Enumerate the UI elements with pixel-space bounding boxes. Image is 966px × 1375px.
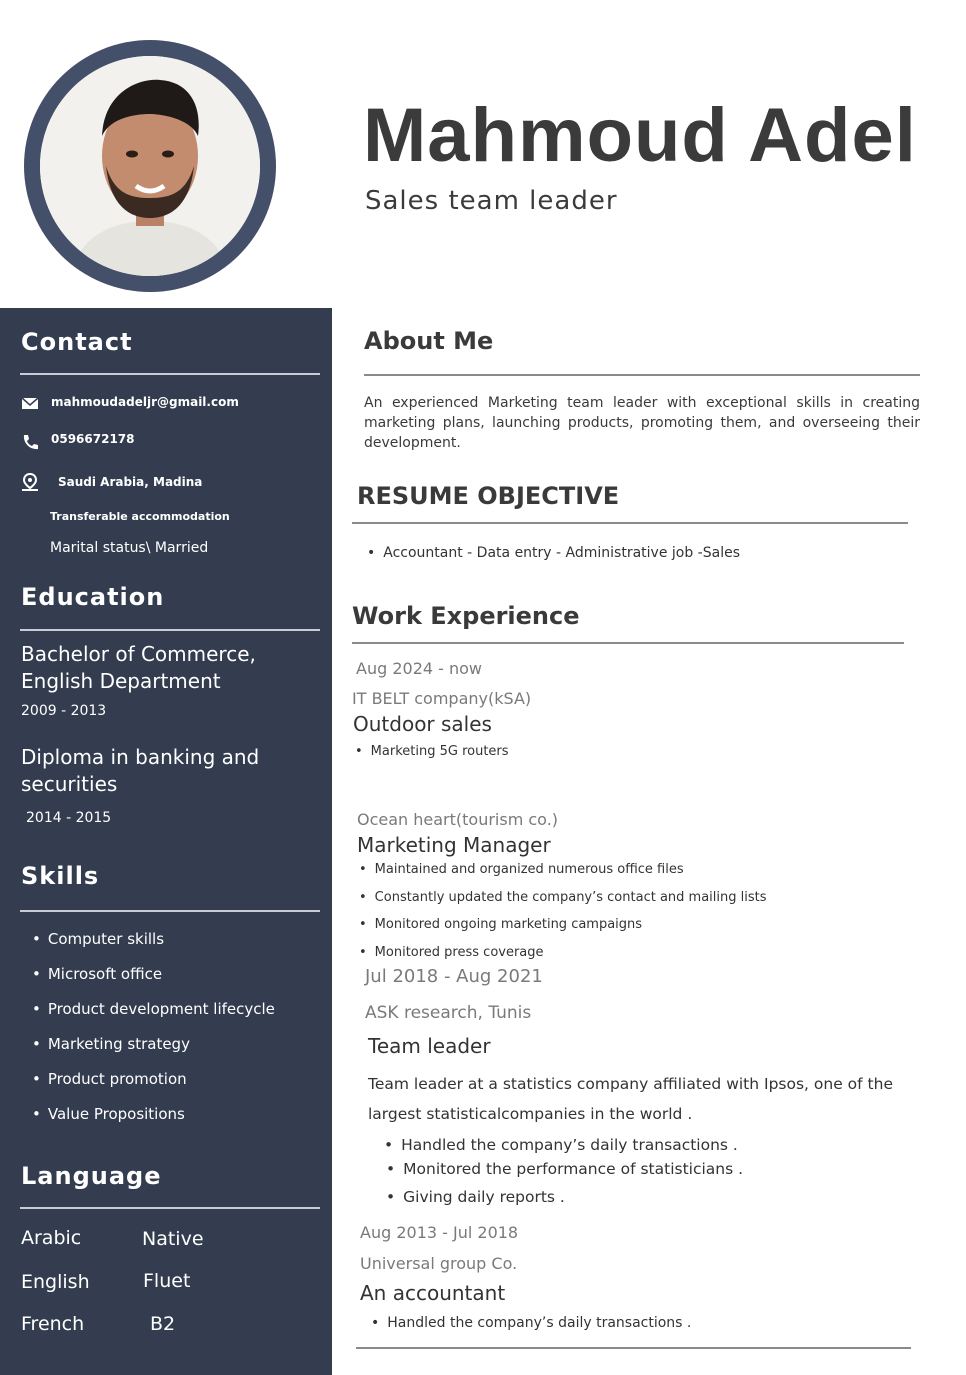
education-years: 2009 - 2013 — [21, 703, 107, 719]
education-years: 2014 - 2015 — [26, 810, 112, 826]
language-name: Arabic — [21, 1227, 82, 1249]
language-level: Native — [142, 1228, 204, 1250]
language-name: French — [21, 1313, 85, 1335]
work-heading: Work Experience — [352, 602, 580, 630]
skill-item: • Microsoft office — [32, 965, 162, 983]
job-bullet: • Maintained and organized numerous office files — [359, 862, 684, 877]
sidebar — [0, 308, 332, 1375]
job-bullet: • Monitored ongoing marketing campaigns — [359, 917, 642, 932]
skills-heading: Skills — [21, 862, 100, 890]
job-bullet: • Monitored press coverage — [359, 945, 544, 960]
job-company: ASK research, Tunis — [365, 1003, 532, 1023]
job-bullet: • Handled the company’s daily transactions . — [371, 1315, 691, 1331]
about-heading: About Me — [364, 327, 494, 355]
email-text[interactable]: mahmoudadeljr@gmail.com — [51, 395, 239, 409]
job-bullet: • Marketing 5G routers — [355, 744, 509, 759]
education-degree: Diploma in banking and securities — [21, 745, 260, 796]
person-photo-icon — [40, 56, 260, 276]
phone-text[interactable]: 0596672178 — [51, 432, 135, 446]
job-title: Outdoor sales — [353, 712, 492, 736]
divider — [20, 373, 320, 375]
job-description: Team leader at a statistics company affiliated with Ipsos, one of the largest statisticalcompanies in the world . — [368, 1075, 893, 1123]
job-company: Universal group Co. — [360, 1254, 518, 1273]
job-dates: Aug 2024 - now — [356, 659, 483, 678]
location-text: Saudi Arabia, Madina — [58, 475, 203, 489]
about-text: An experienced Marketing team leader with exceptional skills in creating marketing plans, launching products, promoting them, and overseeing their development. — [364, 395, 920, 451]
location-pin-icon — [21, 473, 39, 491]
divider — [364, 374, 920, 376]
divider — [20, 629, 320, 631]
profile-photo-frame — [24, 40, 276, 292]
job-bullet: • Handled the company’s daily transactions . — [384, 1136, 738, 1154]
objective-text: • Accountant - Data entry - Administrative job -Sales — [367, 545, 740, 561]
job-bullet: • Giving daily reports . — [386, 1188, 565, 1206]
email-icon — [21, 394, 39, 412]
skill-item: • Marketing strategy — [32, 1035, 190, 1053]
education-heading: Education — [21, 583, 165, 611]
job-dates: Jul 2018 - Aug 2021 — [365, 966, 543, 987]
marital-status-text: Marital status\ Married — [50, 540, 209, 556]
skill-item: • Value Propositions — [32, 1105, 185, 1123]
job-bullet: • Constantly updated the company’s contact and mailing lists — [359, 890, 767, 905]
language-name: English — [21, 1271, 90, 1293]
phone-icon — [21, 433, 39, 451]
job-title: Team leader — [368, 1034, 491, 1058]
skill-item: • Product development lifecycle — [32, 1000, 275, 1018]
divider — [356, 1347, 911, 1349]
job-company: Ocean heart(tourism co.) — [357, 810, 559, 829]
divider — [20, 910, 320, 912]
contact-heading: Contact — [21, 328, 133, 356]
skill-item: • Computer skills — [32, 930, 164, 948]
job-title: An accountant — [360, 1281, 506, 1305]
divider — [352, 642, 904, 644]
job-bullet: • Monitored the performance of statisticians . — [386, 1160, 743, 1178]
candidate-role: Sales team leader — [365, 186, 618, 216]
skill-item: • Product promotion — [32, 1070, 187, 1088]
language-level: B2 — [150, 1313, 176, 1335]
divider — [352, 522, 908, 524]
accommodation-text: Transferable accommodation — [50, 510, 230, 523]
objective-heading: RESUME OBJECTIVE — [357, 482, 620, 510]
language-heading: Language — [21, 1162, 162, 1190]
profile-photo — [40, 56, 260, 276]
education-degree: Bachelor of Commerce, English Department — [21, 642, 256, 693]
job-company: IT BELT company(kSA) — [352, 689, 532, 708]
divider — [20, 1207, 320, 1209]
job-dates: Aug 2013 - Jul 2018 — [360, 1223, 519, 1242]
job-title: Marketing Manager — [357, 833, 551, 857]
language-level: Fluet — [143, 1270, 191, 1292]
candidate-name: Mahmoud Adel — [363, 93, 917, 178]
